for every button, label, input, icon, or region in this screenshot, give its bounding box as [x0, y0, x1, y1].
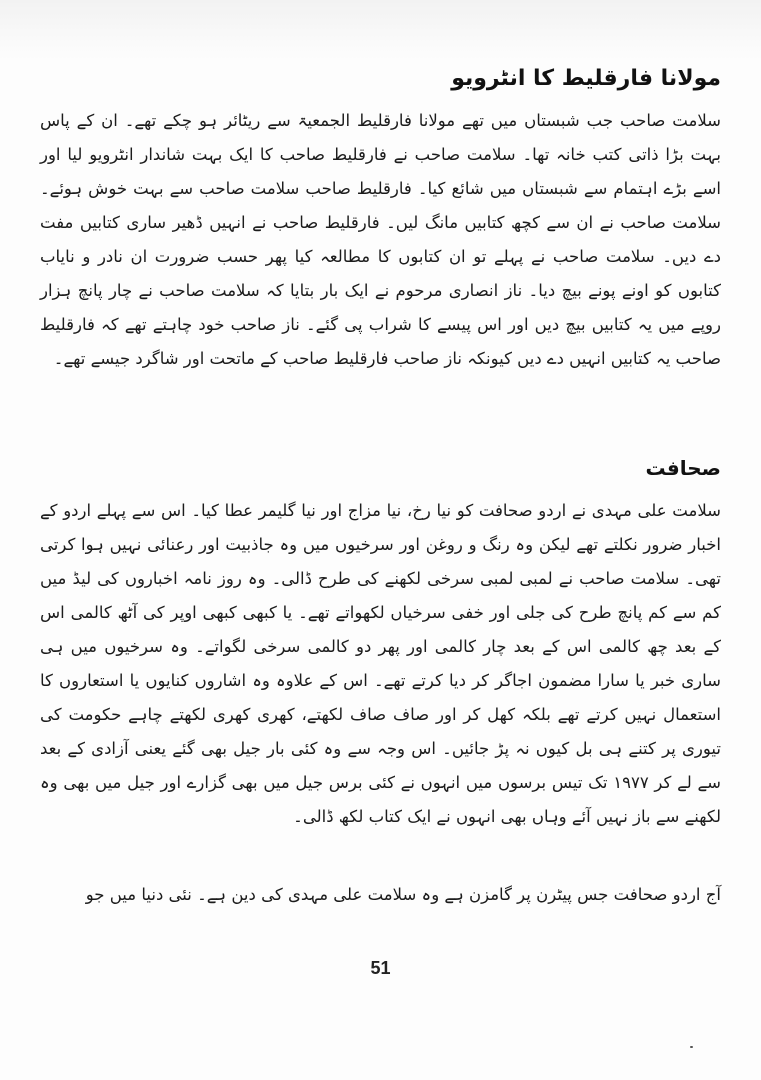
paragraph-continuation: آج اردو صحافت جس پیٹرن پر گامزن ہے وہ سلامت علی مہدی کی دین ہے۔ نئی دنیا میں جو [85, 885, 721, 904]
section-heading-journalism: صحافت [645, 456, 721, 480]
scan-edge-shadow [0, 0, 761, 60]
paragraph-interview: سلامت صاحب جب شبستاں میں تھے مولانا فارقلیط الجمعیۃ سے ریٹائر ہو چکے تھے۔ ان کے پاس بہت بڑا ذاتی کتب خانہ تھا۔ سلامت صاحب نے فارقلیط صاحب کا ایک بہت شاندار انٹرویو لیا اور اسے بڑے اہتمام سے شبستاں میں شائع کیا۔ فارقلیط صاحب سلامت صاحب سے بہت خوش ہوئے۔ سلامت صاحب نے ان سے کچھ کتابیں مانگ لیں۔ فارقلیط صاحب نے انہیں ڈھیر ساری کتابیں مفت دے دیں۔ سلامت صاحب نے پہلے تو ان کتابوں کا مطالعہ کیا پھر حسب ضرورت ان نادر و نایاب کتابوں کو اونے پونے بیچ دیا۔ ناز انصاری مرحوم نے ایک بار بتایا کہ سلامت صاحب نے چار پانچ ہزار روپے میں یہ کتابیں بیچ دیں اور اس پیسے کا شراب پی گئے۔ ناز صاحب خود چاہتے تھے کہ فارقلیط صاحب یہ کتابیں انہیں دے دیں کیونکہ ناز صاحب فارقلیط صاحب کے ماتحت اور شاگرد جیسے تھے۔ [40, 111, 721, 368]
scan-speck [690, 1046, 693, 1048]
chapter-heading: مولانا فارقلیط کا انٹرویو [451, 66, 721, 91]
paragraph-journalism: سلامت علی مہدی نے اردو صحافت کو نیا رخ، نیا مزاج اور نیا گلیمر عطا کیا۔ اس سے پہلے اردو کے اخبار ضرور نکلتے تھے لیکن وہ رنگ و روغن اور سرخیوں میں وہ جاذبیت اور رعنائی نہیں ہوا کرتی تھی۔ سلامت صاحب نے لمبی لمبی سرخی لکھنے کی طرح ڈالی۔ وہ روز نامہ اخباروں کی لیڈ میں کم سے کم پانچ طرح کی جلی اور خفی سرخیاں لکھواتے تھے۔ یا کبھی کبھی اوپر کی آٹھ کالمی اس کے بعد چھ کالمی اس کے بعد چار کالمی اور پھر دو کالمی سرخی لگواتے۔ وہ سرخیوں میں ہی ساری خبر یا سارا مضمون اجاگر کر دیا کرتے تھے۔ اس کے علاوہ وہ اشاروں کنایوں یا استعاروں کا استعمال نہیں کرتے تھے بلکہ کھل کر اور صاف صاف لکھتے، کھری کھری لکھتے چاہے حکومت کی تیوری پر کتنے ہی بل کیوں نہ پڑ جائیں۔ اس وجہ سے وہ کئی بار جیل بھی گئے یعنی آزادی کے بعد سے لے کر ۱۹۷۷ تک تیس برسوں میں انہوں نے کئی برس جیل میں بھی گزارے اور جیل میں بھی وہ لکھنے سے باز نہیں آئے وہاں بھی انہوں نے ایک کتاب لکھ ڈالی۔ [40, 501, 721, 826]
page-number: 51 [370, 958, 391, 978]
